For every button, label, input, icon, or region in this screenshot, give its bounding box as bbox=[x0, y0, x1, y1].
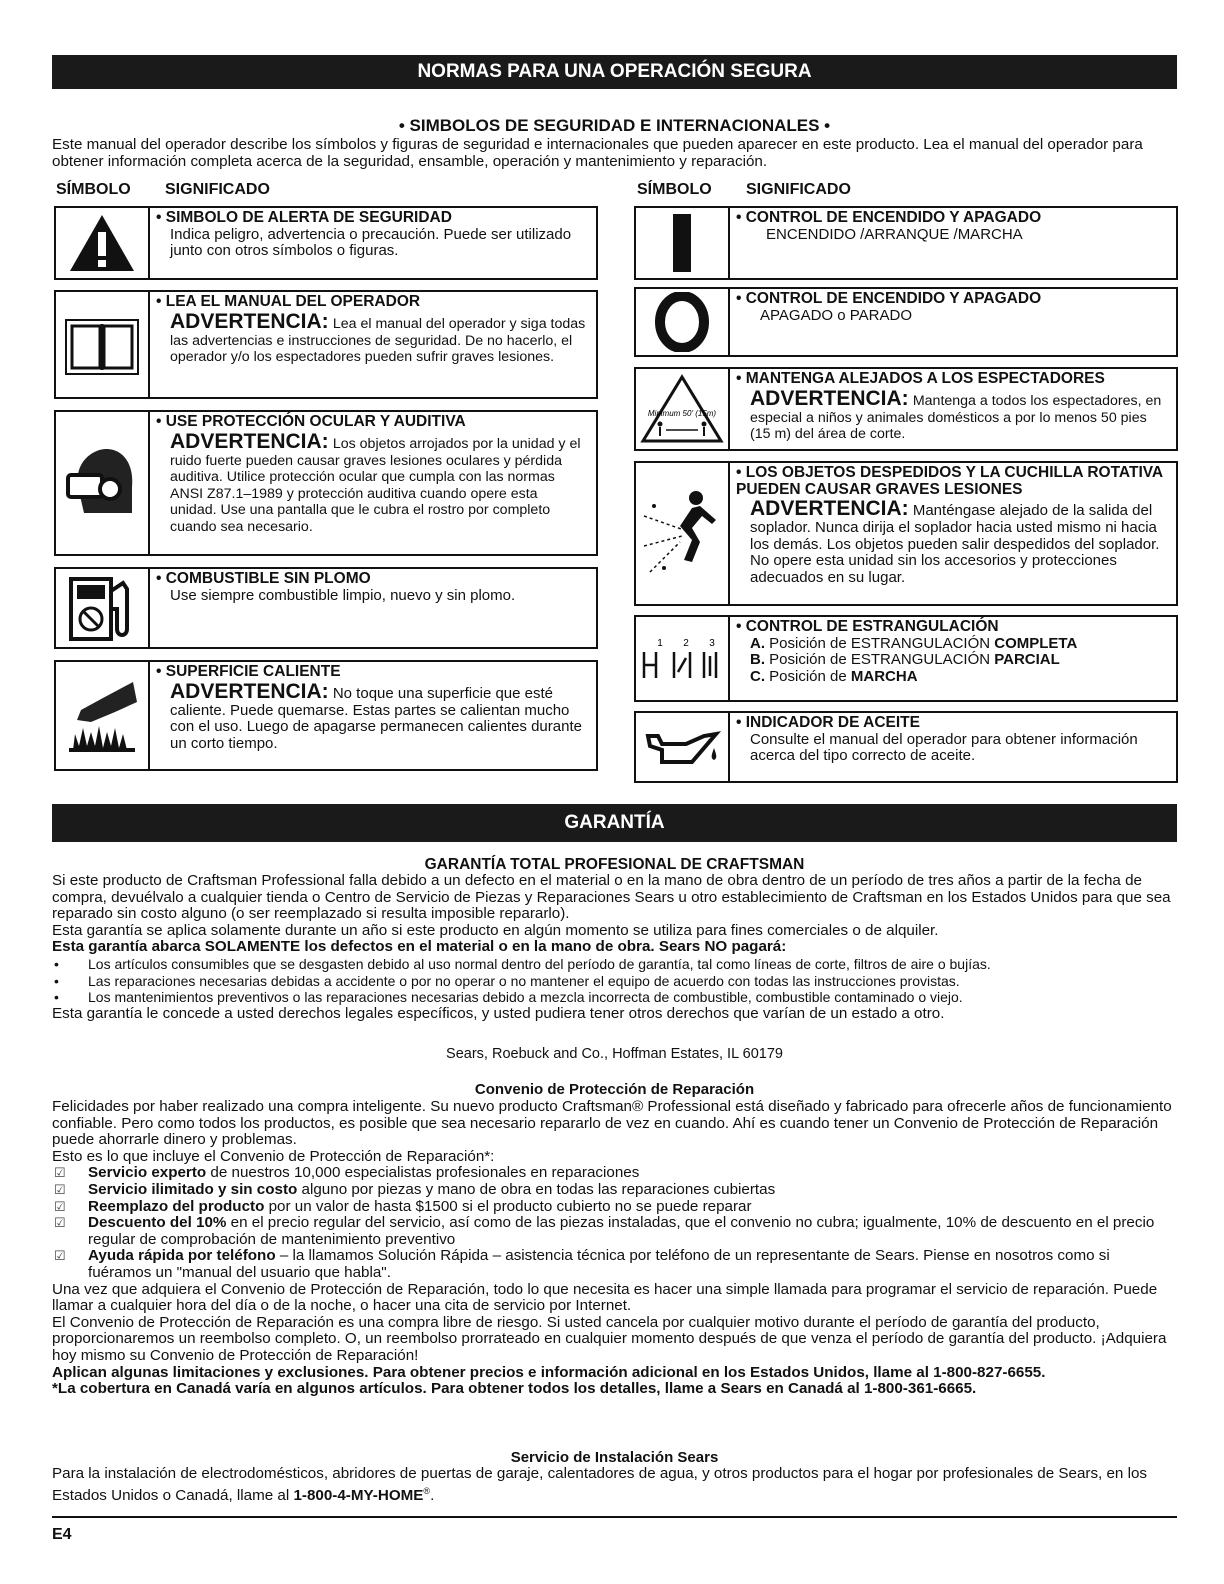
col-meaning-left: SIGNIFICADO bbox=[165, 181, 270, 198]
safety-alert-icon bbox=[56, 208, 150, 278]
installation-text: Para la instalación de electrodomésticos, abridores de puertas de garaje, calentadores de agua, y otros productos para el hogar por profesionales de Sears, en los Estados Unidos o Canadá, llame al 1-800-4-MY-HOME®. bbox=[52, 1465, 1148, 1504]
rpa-p3: Una vez que adquiera el Convenio de Protección de Reparación, todo lo que necesita es hacer una simple llamada para programar el servicio de reparación. Puede llamar a cualquier hora del día o de la noche, o hacer una cita de servicio por Internet. bbox=[52, 1280, 1158, 1315]
choke-number-2: 2 bbox=[683, 637, 689, 649]
symbol-text: Indica peligro, advertencia o precaución. Puede ser utilizado junto con otros símbolos o figuras. bbox=[170, 225, 572, 259]
sears-address: Sears, Roebuck and Co., Hoffman Estates, IL 60179 bbox=[446, 1046, 783, 1062]
list-item: ☑ Servicio ilimitado y sin costo alguno por piezas y mano de obra en todas las reparaciones cubiertas bbox=[54, 1180, 776, 1198]
symbol-row-safety-alert bbox=[54, 206, 598, 280]
list-item: ☑ Servicio experto de nuestros 10,000 especialistas profesionales en reparaciones bbox=[54, 1164, 640, 1182]
symbol-row-oil-indicator bbox=[634, 711, 1178, 783]
safety-intro: Este manual del operador describe los símbolos y figuras de seguridad e internacionales que pueden aparecer en este producto. Lea el manual del operador para obtener información completa acerca de la seguridad, ensamble, operación y mantenimiento y reparación. bbox=[52, 136, 1143, 170]
choke-position-b: B. Posición de ESTRANGULACIÓN PARCIAL bbox=[750, 651, 1060, 668]
eye-ear-protection-icon bbox=[56, 412, 150, 554]
symbol-text: Consulte el manual del operador para obtener información acerca del tipo correcto de aceite. bbox=[750, 730, 1138, 764]
symbol-row-hot-surface bbox=[54, 660, 598, 771]
footer-rule bbox=[52, 1516, 1177, 1518]
on-switch-icon bbox=[636, 208, 730, 278]
col-symbol-right: SÍMBOLO bbox=[637, 181, 712, 198]
warning-label: ADVERTENCIA: bbox=[170, 429, 329, 453]
symbol-title: • MANTENGA ALEJADOS A LOS ESPECTADORES bbox=[736, 370, 1105, 387]
list-item: ☑ Ayuda rápida por teléfono – la llamamos Solución Rápida – asistencia técnica por teléfono de un representante de Sears. Piense en nosotros como si fuéramos un "manual del usuario que habla". bbox=[54, 1247, 1110, 1281]
operator-manual-icon bbox=[56, 292, 150, 397]
symbol-title: • CONTROL DE ENCENDIDO Y APAGADO bbox=[736, 290, 1042, 307]
installation-phone: 1-800-4-MY-HOME bbox=[293, 1486, 424, 1504]
symbol-title: • USE PROTECCIÓN OCULAR Y AUDITIVA bbox=[156, 413, 466, 430]
list-item: ☑ Reemplazo del producto por un valor de hasta $1500 si el producto cubierto no se puede reparar bbox=[54, 1197, 752, 1215]
symbol-text: Manténgase alejado de la salida del soplador. Nunca dirija el soplador hacia usted mismo ni hacia los demás. Los objetos pueden salir despedidos del soplador. No opere esta unidad sin los accesorios y protecciones adecuados en su lugar. bbox=[750, 502, 1160, 586]
choke-position-a: A. Posición de ESTRANGULACIÓN COMPLETA bbox=[750, 634, 1078, 652]
symbol-title: • SIMBOLO DE ALERTA DE SEGURIDAD bbox=[156, 209, 452, 226]
rpa-p2: Esto es lo que incluye el Convenio de Protección de Reparación*: bbox=[52, 1147, 495, 1165]
symbol-text: Use siempre combustible limpio, nuevo y sin plomo. bbox=[170, 586, 516, 604]
off-switch-icon bbox=[636, 289, 730, 355]
rpa-p1: Felicidades por haber realizado una compra inteligente. Su nuevo producto Craftsman® Professional está diseñado y fabricado para ofrecerle años de funcionamiento confiable. Pero como todos los productos, es posible que sea necesario repararlo de vez en cuando. Ahí es cuando tener un Convenio de Protección de Reparación puede ahorrarle dinero y problemas. bbox=[52, 1098, 1172, 1149]
choke-position-c: C. Posición de MARCHA bbox=[750, 667, 918, 685]
symbol-title: • LOS OBJETOS DESPEDIDOS Y LA CUCHILLA ROTATIVA PUEDEN CAUSAR GRAVES LESIONES bbox=[736, 464, 1163, 498]
choke-control-icon bbox=[636, 617, 730, 700]
warranty-title: GARANTÍA TOTAL PROFESIONAL DE CRAFTSMAN bbox=[424, 856, 805, 873]
oil-indicator-icon bbox=[636, 713, 730, 781]
symbol-text: Mantenga a todos los espectadores, en especial a niños y animales domésticos a por lo menos 50 pies (15 m) del área de corte. bbox=[750, 392, 1162, 442]
rpa-canada-phone: *La cobertura en Canadá varía en algunos artículos. Para obtener todos los detalles, llame a Sears en Canadá al 1-800-361-6665. bbox=[52, 1380, 977, 1398]
list-item: • Las reparaciones necesarias debidas a accidente o por no operar o no mantener el equipo de acuerdo con todas las instrucciones provistas. bbox=[54, 972, 960, 989]
symbol-row-read-manual bbox=[54, 290, 598, 399]
symbol-text: Lea el manual del operador y siga todas las advertencias e instrucciones de seguridad. De no hacerlo, el operador y/o los espectadores pueden sufrir graves lesiones. bbox=[170, 315, 586, 365]
thrown-objects-icon bbox=[636, 463, 730, 604]
symbol-title: • CONTROL DE ENCENDIDO Y APAGADO bbox=[736, 209, 1042, 226]
installation-title: Servicio de Instalación Sears bbox=[510, 1449, 719, 1466]
keep-bystanders-away-icon bbox=[636, 369, 730, 449]
list-item: ☑ Descuento del 10% en el precio regular del servicio, así como de las piezas instaladas, que el convenio no cubra; igualmente, 10% de descuento en el precio regular de comprobación de mantenimiento preventivo bbox=[54, 1214, 1155, 1248]
unleaded-fuel-icon bbox=[56, 569, 150, 647]
warranty-p4: Esta garantía le concede a usted derechos legales específicos, y usted pudiera tener otros derechos que varían de un estado a otro. bbox=[52, 1004, 945, 1022]
symbol-title: • LEA EL MANUAL DEL OPERADOR bbox=[156, 293, 421, 310]
symbol-title: • CONTROL DE ESTRANGULACIÓN bbox=[736, 618, 999, 635]
warranty-banner: GARANTÍA bbox=[52, 804, 1177, 842]
hot-surface-icon bbox=[56, 662, 150, 769]
symbol-title: • SUPERFICIE CALIENTE bbox=[156, 663, 341, 680]
symbol-row-choke-control bbox=[634, 615, 1178, 702]
warning-label: ADVERTENCIA: bbox=[170, 679, 329, 703]
symbol-text: ENCENDIDO /ARRANQUE /MARCHA bbox=[766, 225, 1023, 243]
col-meaning-right: SIGNIFICADO bbox=[746, 181, 851, 198]
symbol-title: • COMBUSTIBLE SIN PLOMO bbox=[156, 570, 371, 587]
warranty-p2: Esta garantía se aplica solamente durante un año si este producto en algún momento se utiliza para fines comerciales o de alquiler. bbox=[52, 921, 939, 939]
symbol-text: APAGADO o PARADO bbox=[760, 306, 912, 324]
rpa-title: Convenio de Protección de Reparación bbox=[474, 1081, 755, 1098]
symbol-row-thrown-objects bbox=[634, 461, 1178, 606]
symbol-title: • INDICADOR DE ACEITE bbox=[736, 714, 920, 731]
warranty-p1: Si este producto de Craftsman Professional falla debido a un defecto en el material o en la mano de obra dentro de un período de tres años a partir de la fecha de compra, devuélvalo a cualquier tienda o Centro de Servicio de Piezas y Reparaciones Sears u otro establecimiento de Craftsman en los Estados Unidos para que sea reparado sin costo alguno (o ser reemplazado si resulta imposible repararlo). bbox=[52, 872, 1171, 923]
list-item: • Los artículos consumibles que se desgasten debido al uso normal dentro del período de garantía, tal como líneas de corte, filtros de aire o bujías. bbox=[54, 955, 991, 972]
symbol-text: No toque una superficie que esté caliente. Puede quemarse. Estas partes se calientan mucho con el uso. Luego de apagarse permanecen calientes durante un corto tiempo. bbox=[170, 684, 582, 752]
choke-number-1: 1 bbox=[657, 637, 663, 649]
safety-subtitle: • SIMBOLOS DE SEGURIDAD E INTERNACIONALES • bbox=[398, 116, 831, 135]
safety-banner: NORMAS PARA UNA OPERACIÓN SEGURA bbox=[52, 55, 1177, 89]
warning-label: ADVERTENCIA: bbox=[750, 386, 909, 410]
symbol-row-off-control bbox=[634, 287, 1178, 357]
rpa-body bbox=[52, 1099, 1177, 1398]
page-number: E4 bbox=[52, 1526, 72, 1543]
warning-label: ADVERTENCIA: bbox=[750, 497, 909, 520]
symbol-row-eye-ear-protection bbox=[54, 410, 598, 556]
col-symbol-left: SÍMBOLO bbox=[56, 181, 131, 198]
list-item: • Los mantenimientos preventivos o las reparaciones necesarias debido a mezcla incorrecta de combustible, combustible contaminado o viejo. bbox=[54, 989, 963, 1006]
rpa-us-phone: Aplican algunas limitaciones y exclusiones. Para obtener precios e información adicional en los Estados Unidos, llame al 1-800-827-6655. bbox=[52, 1363, 1046, 1381]
symbol-row-keep-bystanders-away bbox=[634, 367, 1178, 451]
choke-number-3: 3 bbox=[709, 637, 715, 649]
warning-label: ADVERTENCIA: bbox=[170, 309, 329, 333]
warranty-p3: Esta garantía abarca SOLAMENTE los defectos en el material o en la mano de obra. Sears NO pagará: bbox=[52, 938, 787, 956]
symbol-row-on-control bbox=[634, 206, 1178, 280]
bystander-distance-label: Minimum 50' (15m) bbox=[647, 409, 717, 418]
warranty-body bbox=[52, 873, 1177, 1022]
symbol-text: Los objetos arrojados por la unidad y el ruido fuerte pueden causar graves lesiones oculares y pérdida auditiva. Utilice protección ocular que cumpla con las normas ANSI Z87.1–1989 y protección auditiva cuando opere esta unidad. Use una pantalla que le cubra el rostro por completo cuando sea necesario. bbox=[170, 435, 581, 535]
symbol-row-unleaded-fuel bbox=[54, 567, 598, 649]
rpa-p4: El Convenio de Protección de Reparación es una compra libre de riesgo. Si usted cancela por cualquier motivo durante el período de garantía del producto, proporcionaremos un reembolso completo. O, un reembolso prorrateado en cualquier momento después de que venza el período de garantía del producto. ¡Adquiera hoy mismo su Convenio de Protección de Reparación! bbox=[52, 1313, 1167, 1364]
